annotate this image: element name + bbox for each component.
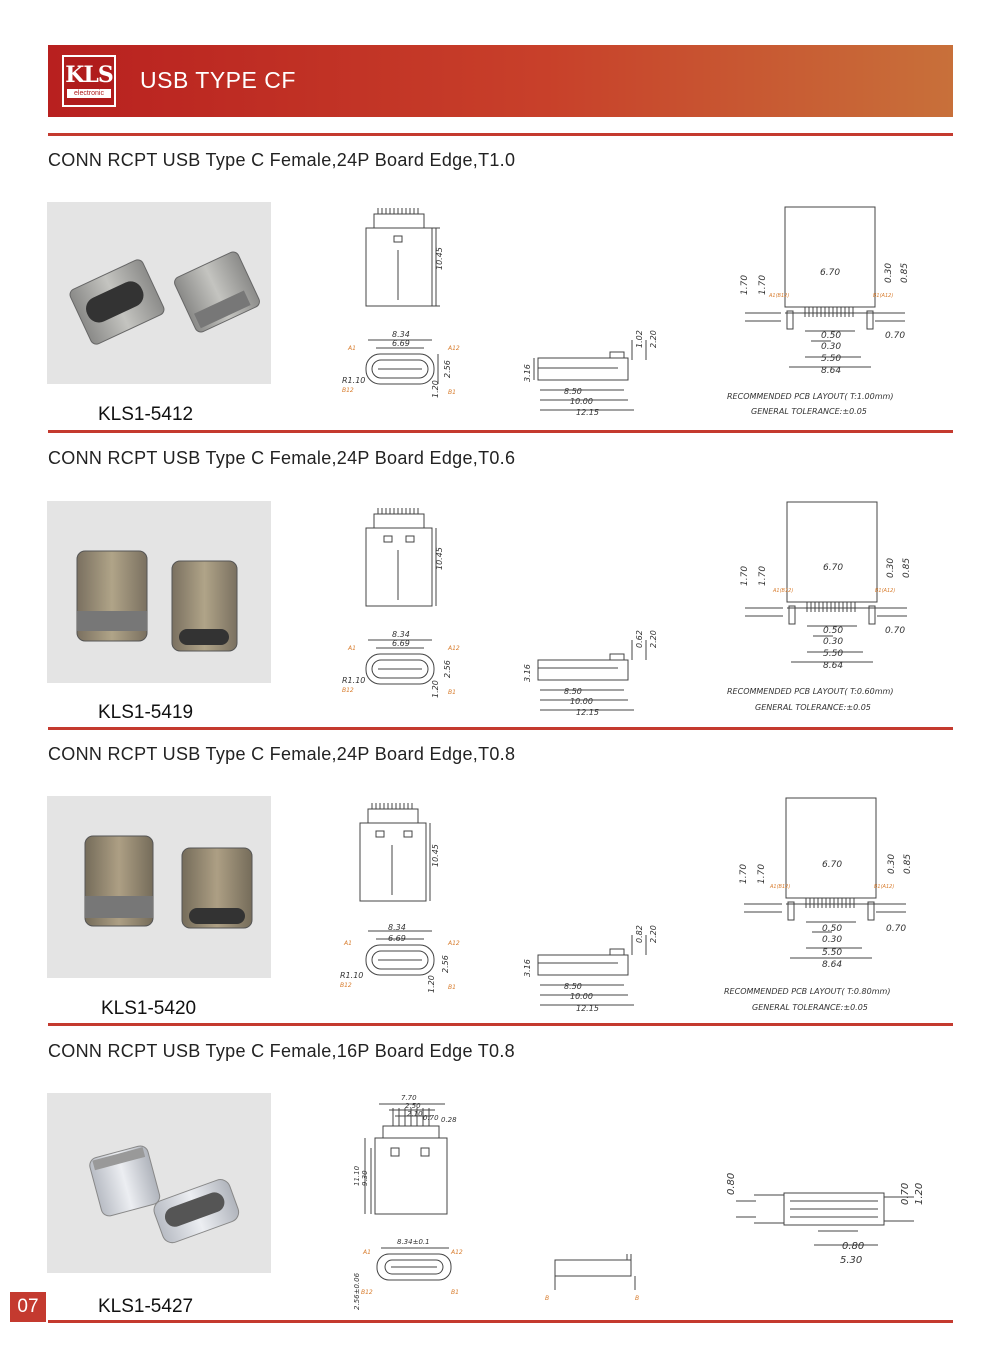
pin-label: A1(B12) <box>770 884 791 890</box>
dim-label: 2.10 <box>407 1110 423 1118</box>
pin-label: B1 <box>451 1289 459 1296</box>
pin-label: B1 <box>448 984 456 991</box>
dim-label: 1.70 <box>758 565 768 586</box>
pin-label: A12 <box>448 940 460 947</box>
dim-label: 0.80 <box>842 1241 865 1252</box>
dim-label: 0.85 <box>903 853 913 874</box>
dim-label: 9.30 <box>361 1170 369 1186</box>
dim-label: 0.28 <box>441 1116 457 1124</box>
dim-label: 0.62 <box>635 630 644 648</box>
dimension-drawing <box>335 1090 655 1312</box>
dim-label: 2.56±0.06 <box>353 1272 361 1310</box>
dim-label: 0.30 <box>821 342 842 352</box>
dim-label: 8.34±0.1 <box>397 1238 430 1246</box>
dim-label: 0.30 <box>887 853 897 874</box>
dim-label: 3.16 <box>523 664 532 682</box>
divider-line <box>48 727 953 730</box>
connector-photo-image <box>47 1093 271 1273</box>
dim-label: 0.30 <box>884 262 894 283</box>
dim-label: 1.02 <box>635 330 644 348</box>
pin-label: A1 <box>363 1249 371 1256</box>
dim-label: 8.34 <box>392 330 410 339</box>
dim-label: 0.30 <box>886 557 896 578</box>
divider-line <box>48 1023 953 1026</box>
part-number: KLS1-5420 <box>101 998 197 1019</box>
dim-label: 2.56 <box>443 660 452 678</box>
section-label: B <box>545 1295 550 1302</box>
dim-label: 5.30 <box>840 1255 863 1266</box>
product-photo <box>47 1093 271 1273</box>
product-photo <box>47 501 271 683</box>
pin-label: A1 <box>344 940 352 947</box>
pin-label: B12 <box>340 982 352 989</box>
pcb-layout-drawing <box>718 1165 948 1275</box>
product-title: CONN RCPT USB Type C Female,16P Board Edge T0.8 <box>48 1041 515 1061</box>
dim-label: 12.15 <box>576 708 599 717</box>
pcb-note: RECOMMENDED PCB LAYOUT( T:1.00mm) <box>727 392 894 401</box>
dim-label: 1.70 <box>740 565 750 586</box>
dim-label: 0.70 <box>885 626 906 636</box>
dim-label: 0.50 <box>823 626 844 636</box>
product-title: CONN RCPT USB Type C Female,24P Board Edge,T0.8 <box>48 744 516 764</box>
dim-label: 2.50 <box>405 1102 421 1110</box>
pin-label: B1(A12) <box>873 293 894 299</box>
section-label: B <box>635 1295 640 1302</box>
dim-label: 0.85 <box>900 262 910 283</box>
pcb-layout-drawing <box>725 205 955 423</box>
pin-label: B1(A12) <box>875 588 896 594</box>
pin-label: A12 <box>448 645 460 652</box>
dim-label: 0.70 <box>423 1114 439 1122</box>
logo-sub-text: electronic <box>67 89 111 98</box>
tolerance-note: GENERAL TOLERANCE:±0.05 <box>752 1003 868 1012</box>
logo-main-text: KLS <box>65 62 113 88</box>
dim-label: 7.70 <box>401 1094 417 1102</box>
dim-label: 8.34 <box>388 923 406 932</box>
product-title: CONN RCPT USB Type C Female,24P Board Edge,T1.0 <box>48 150 516 170</box>
dim-label: 0.85 <box>902 557 912 578</box>
dim-label: 1.70 <box>740 274 750 295</box>
dim-label: 8.50 <box>564 387 582 396</box>
dim-label: 12.15 <box>576 408 599 417</box>
dim-label: 2.56 <box>441 955 450 973</box>
pcb-note: RECOMMENDED PCB LAYOUT( T:0.60mm) <box>727 687 894 696</box>
dim-label: 2.20 <box>649 630 658 648</box>
page-title: USB TYPE CF <box>140 67 296 93</box>
dim-label: 6.70 <box>822 860 843 870</box>
dim-label: 8.50 <box>564 982 582 991</box>
dim-label: 3.16 <box>523 364 532 382</box>
connector-photo-image <box>47 202 271 384</box>
kls-logo <box>62 55 116 107</box>
dim-label: 0.30 <box>823 637 844 647</box>
dim-label: 6.70 <box>820 268 841 278</box>
dim-label: R1.10 <box>342 376 366 385</box>
pcb-note: RECOMMENDED PCB LAYOUT( T:0.80mm) <box>724 987 891 996</box>
pcb-layout-drawing <box>725 500 955 718</box>
dim-label: 8.34 <box>392 630 410 639</box>
dim-label: 1.70 <box>757 863 767 884</box>
dim-label: 0.70 <box>885 331 906 341</box>
tolerance-note: GENERAL TOLERANCE:±0.05 <box>755 703 871 712</box>
divider-line <box>48 1320 953 1323</box>
dim-label: 5.50 <box>821 354 842 364</box>
dim-label: 10.00 <box>570 697 593 706</box>
dim-label: 6.69 <box>388 934 406 943</box>
dim-label: 1.20 <box>914 1182 925 1205</box>
part-number: KLS1-5419 <box>98 702 194 723</box>
dim-label: 8.50 <box>564 687 582 696</box>
dim-label: 0.80 <box>726 1172 737 1195</box>
pin-label: B12 <box>342 387 354 394</box>
dim-label: 1.70 <box>739 863 749 884</box>
pin-label: B1(A12) <box>874 884 895 890</box>
product-photo <box>47 796 271 978</box>
dim-label: 6.69 <box>392 339 410 348</box>
pin-label: A12 <box>448 345 460 352</box>
header-banner <box>48 45 953 117</box>
dim-label: 1.20 <box>427 975 436 993</box>
product-photo <box>47 202 271 384</box>
pin-label: A12 <box>451 1249 463 1256</box>
dim-label: 12.15 <box>576 1004 599 1013</box>
dim-label: 6.70 <box>823 563 844 573</box>
page-number: 07 <box>10 1292 46 1322</box>
pin-label: B12 <box>342 687 354 694</box>
dim-label: 2.20 <box>649 330 658 348</box>
dim-label: 3.16 <box>523 959 532 977</box>
dim-label: R1.10 <box>340 971 364 980</box>
dim-label: 0.70 <box>886 924 907 934</box>
dim-label: 10.45 <box>435 547 444 570</box>
dim-label: 1.70 <box>758 274 768 295</box>
dim-label: 2.56 <box>443 360 452 378</box>
dim-label: 10.00 <box>570 992 593 1001</box>
tolerance-note: GENERAL TOLERANCE:±0.05 <box>751 407 867 416</box>
dimension-drawing <box>330 795 670 1020</box>
connector-photo-image <box>47 796 271 976</box>
pin-label: A1 <box>348 345 356 352</box>
dim-label: 0.70 <box>900 1182 911 1205</box>
pin-label: A1 <box>348 645 356 652</box>
dim-label: 10.45 <box>435 247 444 270</box>
dim-label: 1.20 <box>431 680 440 698</box>
product-title: CONN RCPT USB Type C Female,24P Board Edge,T0.6 <box>48 448 516 468</box>
pin-label: A1(B12) <box>773 588 794 594</box>
dim-label: 1.20 <box>431 380 440 398</box>
pin-label: B1 <box>448 389 456 396</box>
dim-label: 6.69 <box>392 639 410 648</box>
dim-label: 0.50 <box>821 331 842 341</box>
dim-label: R1.10 <box>342 676 366 685</box>
divider-line <box>48 430 953 433</box>
dim-label: 10.45 <box>431 844 440 867</box>
dimension-drawing <box>330 500 670 725</box>
dim-label: 5.50 <box>822 948 843 958</box>
divider-line <box>48 133 953 136</box>
pin-label: B12 <box>361 1289 373 1296</box>
part-number: KLS1-5412 <box>98 404 194 425</box>
dim-label: 0.82 <box>635 925 644 943</box>
dim-label: 8.64 <box>822 960 843 970</box>
dim-label: 8.64 <box>821 366 842 376</box>
dim-label: 5.50 <box>823 649 844 659</box>
pin-label: A1(B12) <box>769 293 790 299</box>
dim-label: 8.64 <box>823 661 844 671</box>
connector-photo-image <box>47 501 271 679</box>
dimension-drawing <box>330 200 670 425</box>
dim-label: 11.10 <box>353 1165 361 1186</box>
dim-label: 0.50 <box>822 924 843 934</box>
dim-label: 2.20 <box>649 925 658 943</box>
pin-label: B1 <box>448 689 456 696</box>
part-number: KLS1-5427 <box>98 1296 194 1317</box>
dim-label: 10.00 <box>570 397 593 406</box>
dim-label: 0.30 <box>822 935 843 945</box>
pcb-layout-drawing <box>722 796 952 1016</box>
